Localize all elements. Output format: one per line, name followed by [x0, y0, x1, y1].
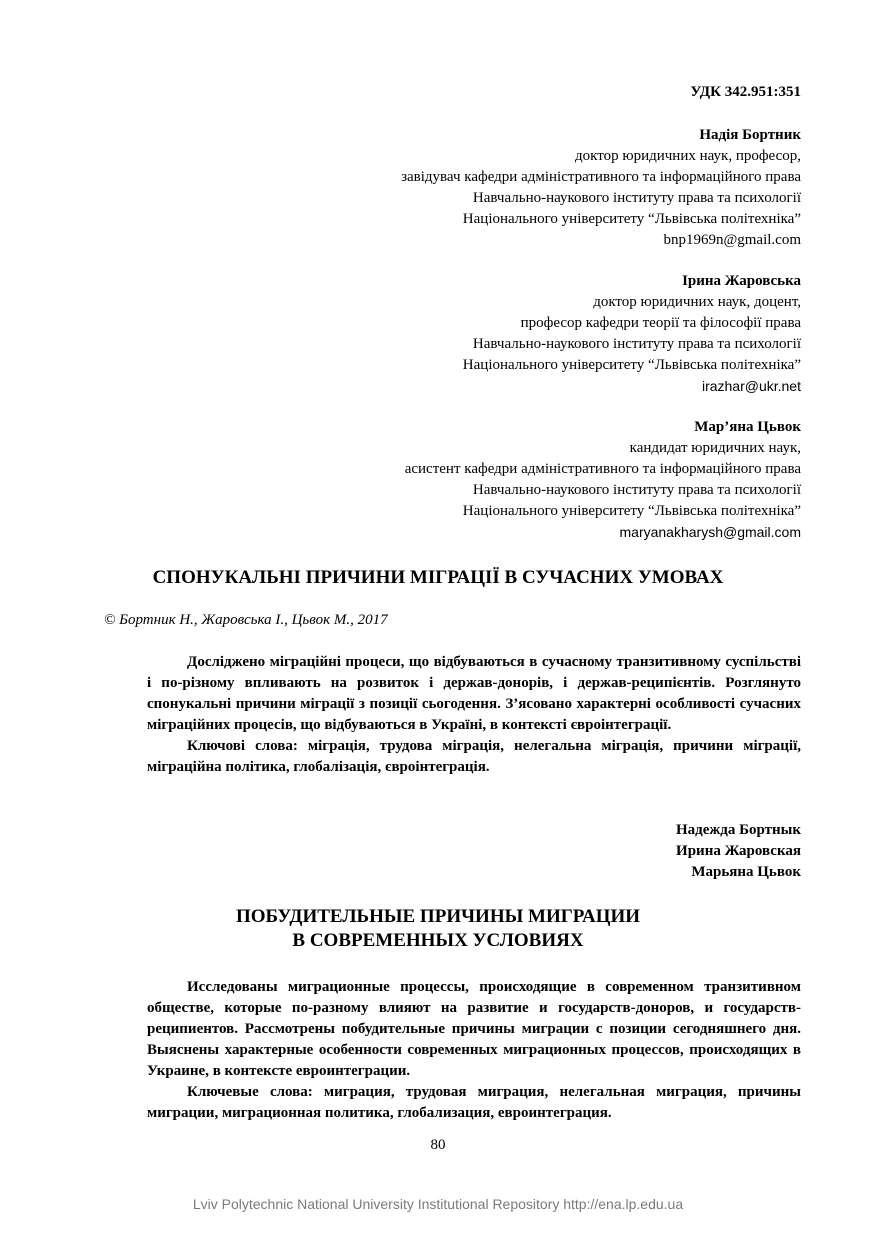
author-line: кандидат юридичних наук,	[629, 440, 801, 456]
keywords-text: Ключові слова: міграція, трудова міграція, нелегальна міграція, причини міграції, міграційна політика, глобалізація, євроінтеграція.	[147, 738, 801, 775]
udk-code: УДК 342.951:351	[690, 84, 801, 100]
author-line: Національного університету “Львівська політехніка”	[462, 211, 801, 227]
keywords-text: Ключевые слова: миграция, трудовая миграция, нелегальная миграция, причины миграции, миграционная политика, глобализация, евроинтеграция.	[147, 1084, 801, 1121]
author-email: irazhar@ukr.net	[701, 378, 801, 394]
author-line: Навчально-наукового інституту права та психології	[472, 190, 801, 206]
title-ru-line: ПОБУДИТЕЛЬНЫЕ ПРИЧИНЫ МИГРАЦИИ	[235, 906, 641, 927]
repository-footer: Lviv Polytechnic National University Institutional Repository http://ena.lp.edu.ua	[192, 1196, 684, 1212]
abstract-text: Досліджено міграційні процеси, що відбуваються в сучасному транзитивному суспільстві і по-різному впливають на розвиток і держав-донорів, і держав-реципієнтів. Розглянуто спонукальні причини міграції з позиції сьогодення. З’ясовано характерні особливості сучасних міграційних процесів, що відбуваються в Україні, в контексті євроінтеграції.	[147, 654, 801, 733]
copyright-line: © Бортник Н., Жаровська І., Цьвок М., 2017	[104, 612, 388, 628]
title-ru-line: В СОВРЕМЕННЫХ УСЛОВИЯХ	[292, 930, 584, 951]
author-name-ru: Ирина Жаровская	[676, 843, 801, 859]
article-title-ru	[0, 905, 876, 953]
authors-ru	[676, 820, 801, 883]
author-block-1	[401, 125, 801, 251]
abstract-ua	[147, 652, 801, 778]
author-line: Національного університету “Львівська політехніка”	[462, 503, 801, 519]
author-email: bnp1969n@gmail.com	[663, 232, 801, 248]
page-number: 80	[430, 1137, 446, 1153]
author-name: Ірина Жаровська	[682, 273, 801, 289]
abstract-ru	[147, 977, 801, 1124]
author-block-2	[463, 271, 801, 397]
author-line: Навчально-наукового інституту права та психології	[472, 482, 801, 498]
author-name-ru: Марьяна Цьвок	[691, 864, 801, 880]
author-block-3	[405, 417, 801, 543]
author-name: Надія Бортник	[699, 127, 801, 143]
author-name: Мар’яна Цьвок	[694, 419, 801, 435]
author-line: доктор юридичних наук, доцент,	[593, 294, 801, 310]
author-email: maryanakharysh@gmail.com	[619, 524, 801, 540]
author-name-ru: Надежда Бортнык	[675, 822, 801, 838]
author-line: професор кафедри теорії та філософії права	[520, 315, 801, 331]
author-line: доктор юридичних наук, професор,	[575, 148, 801, 164]
author-line: асистент кафедри адміністративного та інформаційного права	[404, 461, 801, 477]
article-title-ua: СПОНУКАЛЬНІ ПРИЧИНИ МІГРАЦІЇ В СУЧАСНИХ УМОВАХ	[152, 567, 724, 588]
author-line: Національного університету “Львівська політехніка”	[462, 357, 801, 373]
abstract-text: Исследованы миграционные процессы, происходящие в современном транзитивном обществе, которые по-разному влияют на развитие и государств-доноров, и государств-реципиентов. Рассмотрены побудительные причины миграции с позиции сегодняшнего дня. Выяснены характерные особенности современных миграционных процессов, происходящих в Украине, в контексте евроинтеграции.	[147, 979, 801, 1079]
author-line: завідувач кафедри адміністративного та інформаційного права	[401, 169, 801, 185]
author-line: Навчально-наукового інституту права та психології	[472, 336, 801, 352]
